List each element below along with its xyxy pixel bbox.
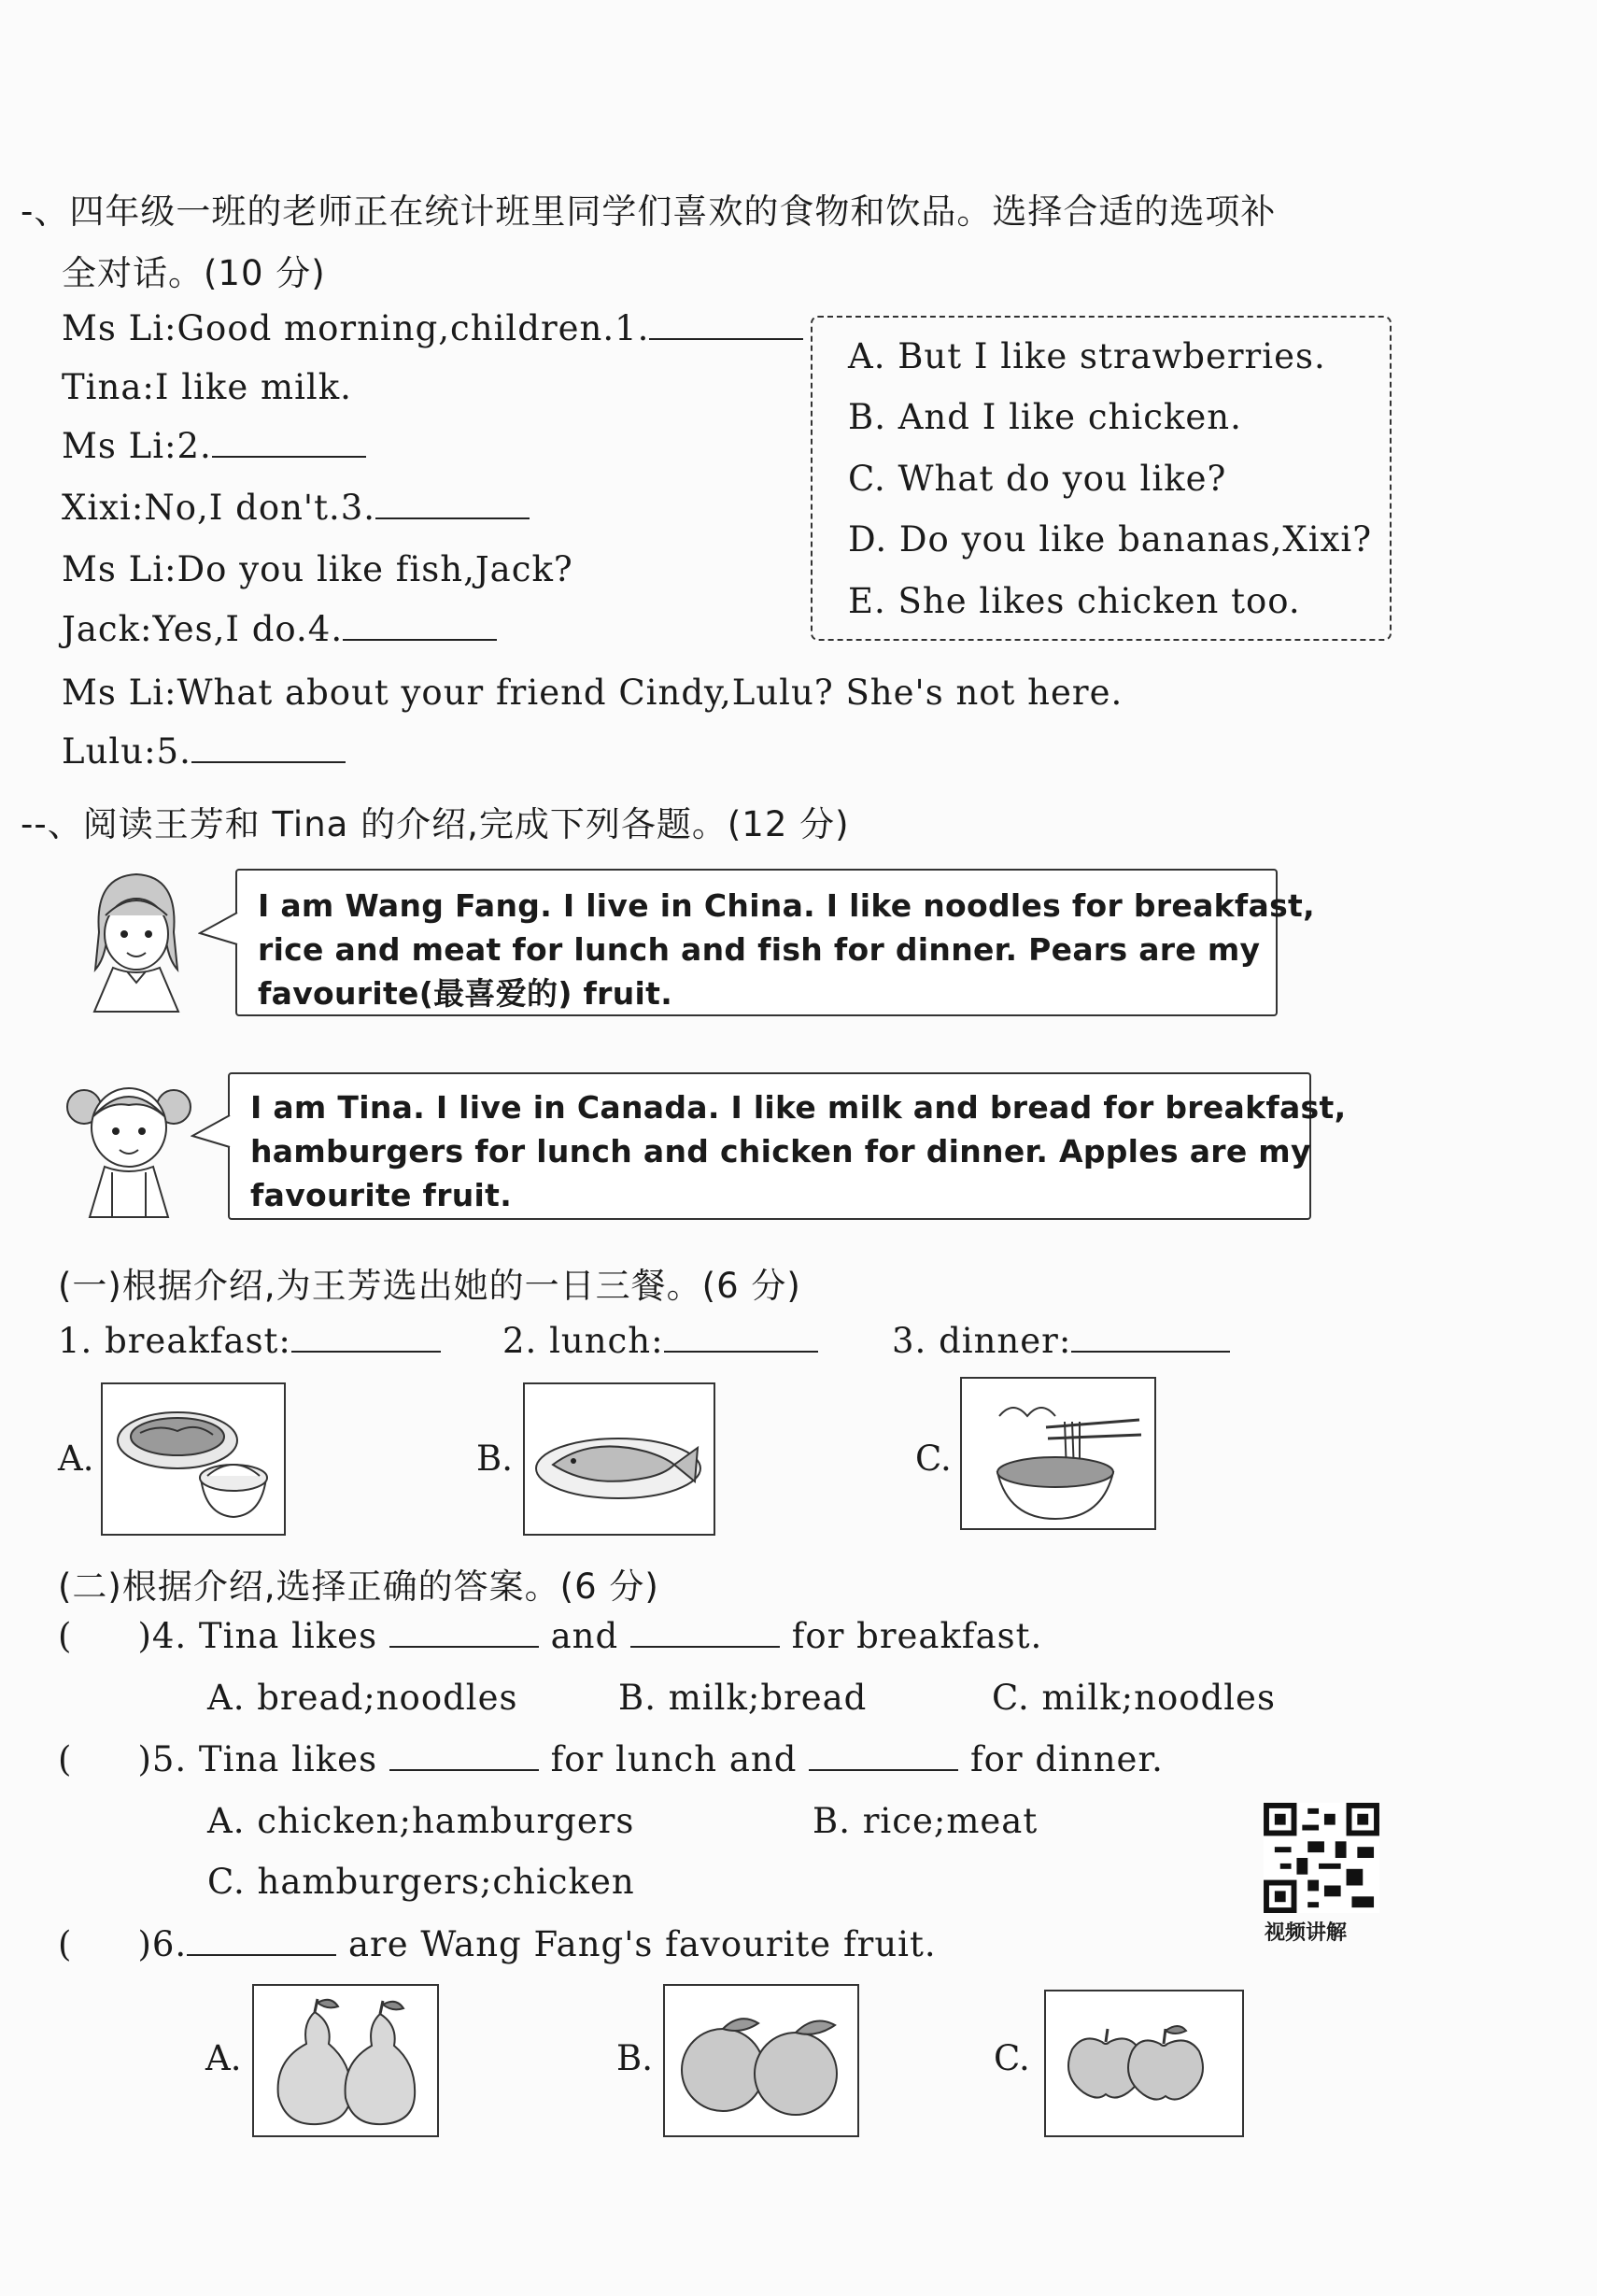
q4-option-a[interactable]: A. bread;noodles (207, 1678, 518, 1718)
tina-intro-line2: hamburgers for lunch and chicken for dinner. Apples are my (250, 1133, 1311, 1169)
tina-intro-line3: favourite fruit. (250, 1177, 513, 1213)
option-b: B. And I like chicken. (848, 397, 1242, 437)
q5-option-b[interactable]: B. rice;meat (813, 1801, 1039, 1841)
dialogue-line-4: Xixi:No,I don't.3. (62, 488, 530, 528)
q5-blank-1[interactable] (389, 1768, 539, 1771)
q4-answer-paren[interactable]: ( (58, 1616, 73, 1656)
part2-title: (二)根据介绍,选择正确的答案。(6 分) (58, 1566, 659, 1607)
answer-blank-4[interactable] (343, 638, 497, 641)
q4-line: ( )4. Tina likes and for breakfast. (58, 1616, 1043, 1656)
wang-fang-bubble-tail (198, 911, 239, 948)
qr-caption: 视频讲解 (1265, 1921, 1348, 1945)
tina-avatar (64, 1070, 194, 1219)
dialogue-line-6: Jack:Yes,I do.4. (62, 609, 497, 649)
answer-blank-2[interactable] (212, 455, 366, 458)
fruit-option-c-label: C. (994, 2038, 1030, 2078)
dialogue-line-3: Ms Li:2. (62, 426, 366, 466)
q5-blank-2[interactable] (809, 1768, 958, 1771)
qr-code[interactable] (1263, 1803, 1380, 1913)
q1-blank[interactable] (291, 1350, 441, 1353)
option-d: D. Do you like bananas,Xixi? (848, 519, 1373, 560)
dialogue-line-2: Tina:I like milk. (62, 367, 352, 407)
q4-option-c[interactable]: C. milk;noodles (992, 1678, 1276, 1718)
answer-blank-3[interactable] (375, 517, 530, 519)
meal-option-c-label: C. (915, 1439, 952, 1479)
q1-breakfast: 1. breakfast: (58, 1321, 441, 1361)
q6-answer-paren[interactable]: ( (58, 1924, 73, 1964)
meal-option-b-label: B. (476, 1439, 513, 1479)
meal-option-a-label: A. (58, 1439, 94, 1479)
q6-line: ( )6. are Wang Fang's favourite fruit. (58, 1924, 937, 1964)
tina-bubble-tail (191, 1113, 232, 1151)
fruit-option-c-apples[interactable] (1044, 1990, 1244, 2137)
option-c: C. What do you like? (848, 459, 1227, 499)
q3-dinner: 3. dinner: (892, 1321, 1230, 1361)
q2-lunch: 2. lunch: (502, 1321, 818, 1361)
wang-fang-intro-line3: favourite(最喜爱的) fruit. (258, 975, 673, 1012)
dialogue-line-8: Lulu:5. (62, 731, 346, 772)
option-a: A. But I like strawberries. (848, 336, 1326, 376)
dialogue-line-5: Ms Li:Do you like fish,Jack? (62, 549, 573, 589)
part1-title: (一)根据介绍,为王芳选出她的一日三餐。(6 分) (58, 1266, 801, 1306)
q2-blank[interactable] (664, 1350, 818, 1353)
meal-option-b-fish[interactable] (523, 1382, 715, 1536)
q4-blank-1[interactable] (389, 1645, 539, 1648)
tina-intro-line1: I am Tina. I live in Canada. I like milk and bread for breakfast, (250, 1089, 1347, 1126)
answer-blank-5[interactable] (191, 760, 346, 763)
section1-instruction-line2: 全对话。(10 分) (62, 253, 326, 293)
meal-option-a-rice-meat[interactable] (101, 1382, 286, 1536)
answer-blank-1[interactable] (649, 337, 803, 340)
fruit-option-b-label: B. (616, 2038, 653, 2078)
q5-line: ( )5. Tina likes for lunch and for dinner. (58, 1739, 1164, 1779)
wang-fang-intro-line1: I am Wang Fang. I live in China. I like noodles for breakfast, (258, 887, 1315, 924)
q5-answer-paren[interactable]: ( (58, 1739, 73, 1779)
q4-blank-2[interactable] (630, 1645, 780, 1648)
q6-blank[interactable] (187, 1953, 336, 1956)
fruit-option-a-pears[interactable] (252, 1984, 439, 2137)
fruit-option-b-oranges[interactable] (663, 1984, 859, 2137)
q3-blank[interactable] (1071, 1350, 1230, 1353)
q4-option-b[interactable]: B. milk;bread (618, 1678, 868, 1718)
section1-instruction-line1: -、四年级一班的老师正在统计班里同学们喜欢的食物和饮品。选择合适的选项补 (21, 191, 1277, 232)
dialogue-line-7: Ms Li:What about your friend Cindy,Lulu? She's not here. (62, 673, 1124, 713)
q5-option-c[interactable]: C. hamburgers;chicken (207, 1862, 635, 1902)
wang-fang-avatar (80, 867, 192, 1016)
section2-instruction: --、阅读王芳和 Tina 的介绍,完成下列各题。(12 分) (21, 804, 850, 844)
meal-option-c-noodles[interactable] (960, 1377, 1156, 1530)
dialogue-line-1: Ms Li:Good morning,children.1. (62, 308, 803, 348)
fruit-option-a-label: A. (205, 2038, 242, 2078)
wang-fang-intro-line2: rice and meat for lunch and fish for dinner. Pears are my (258, 931, 1261, 968)
option-e: E. She likes chicken too. (848, 581, 1301, 621)
q5-option-a[interactable]: A. chicken;hamburgers (207, 1801, 635, 1841)
